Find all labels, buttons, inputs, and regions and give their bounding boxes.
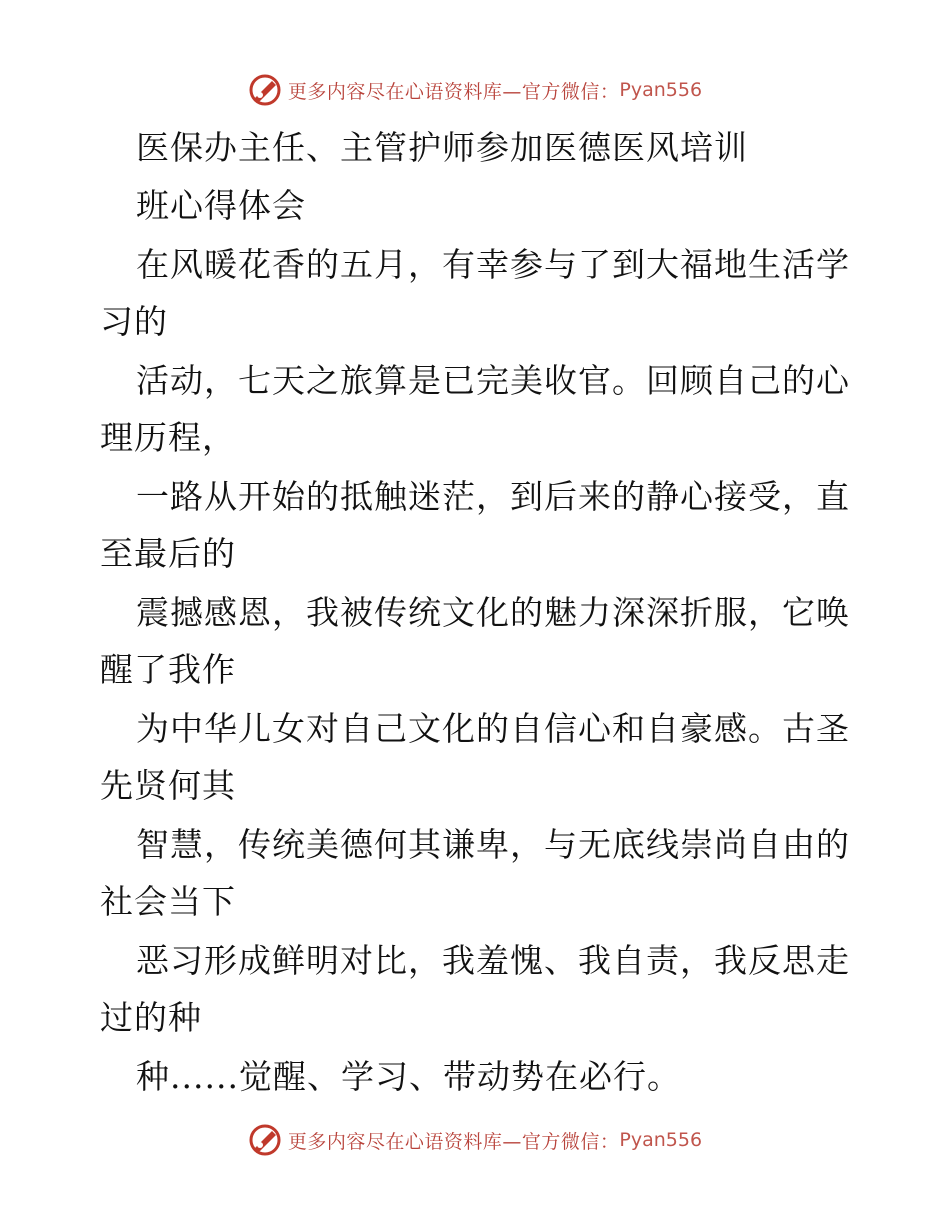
doc-title-line-2: 班心得体会 <box>136 186 306 225</box>
paragraph-line: 至最后的 <box>100 534 236 573</box>
brand-logo-icon <box>248 1123 282 1157</box>
doc-title-line-1: 医保办主任、主管护师参加医德医风培训 <box>136 128 748 167</box>
header-banner <box>0 70 950 110</box>
header-banner-contact: Pyan556 <box>619 79 703 101</box>
paragraph-line: 理历程， <box>100 418 236 457</box>
header-banner-text: 更多内容尽在心语资料库—官方微信： <box>287 80 620 103</box>
paragraph-line: 震撼感恩，我被传统文化的魅力深深折服，它唤 <box>136 593 850 632</box>
footer-banner-text: 更多内容尽在心语资料库—官方微信： <box>287 1130 620 1153</box>
brand-logo-icon <box>248 73 282 107</box>
footer-banner <box>0 1120 950 1160</box>
paragraph-line: 过的种 <box>100 998 202 1037</box>
paragraph-line: 习的 <box>100 302 168 341</box>
footer-banner-contact: Pyan556 <box>619 1129 703 1151</box>
paragraph-line: 为中华儿女对自己文化的自信心和自豪感。古圣 <box>136 709 850 748</box>
paragraph-line: 醒了我作 <box>100 650 236 689</box>
paragraph-line: 在风暖花香的五月，有幸参与了到大福地生活学 <box>136 245 850 284</box>
paragraph-line: 社会当下 <box>100 882 236 921</box>
paragraph-line: 智慧，传统美德何其谦卑，与无底线崇尚自由的 <box>136 825 850 864</box>
paragraph-line: 活动，七天之旅算是已完美收官。回顾自己的心 <box>136 361 850 400</box>
paragraph-line: 一路从开始的抵触迷茫，到后来的静心接受，直 <box>136 477 850 516</box>
paragraph-line: 种......觉醒、学习、带动势在必行。 <box>136 1057 681 1096</box>
paragraph-line: 先贤何其 <box>100 766 236 805</box>
paragraph-line: 恶习形成鲜明对比，我羞愧、我自责，我反思走 <box>136 941 850 980</box>
